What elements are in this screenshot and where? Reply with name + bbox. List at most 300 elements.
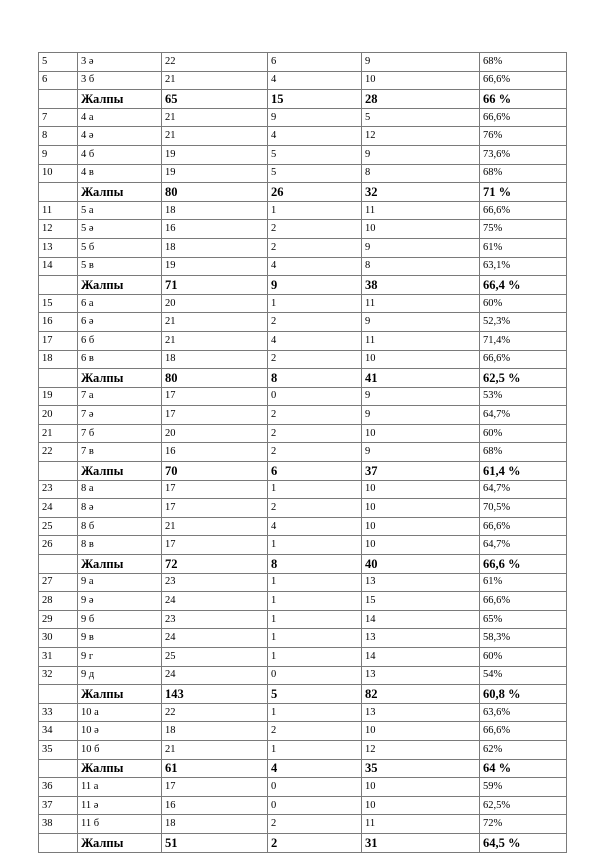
quality-percent-cell: 66,6% xyxy=(480,108,567,127)
good-count-cell: 8 xyxy=(362,164,480,183)
class-name-cell: 4 а xyxy=(78,108,162,127)
good-count-cell: 35 xyxy=(362,759,480,778)
class-name-cell: 4 б xyxy=(78,145,162,164)
class-name-cell: Жалпы xyxy=(78,833,162,852)
student-count-cell: 51 xyxy=(162,833,268,852)
student-count-cell: 17 xyxy=(162,480,268,499)
excellent-count-cell: 1 xyxy=(268,536,362,555)
student-count-cell: 21 xyxy=(162,71,268,90)
quality-percent-cell: 58,3% xyxy=(480,629,567,648)
table-row xyxy=(39,610,567,629)
student-count-cell: 20 xyxy=(162,424,268,443)
row-number-cell: 31 xyxy=(39,648,78,667)
table-row xyxy=(39,573,567,592)
student-count-cell: 61 xyxy=(162,759,268,778)
row-number-cell: 18 xyxy=(39,350,78,369)
excellent-count-cell: 2 xyxy=(268,833,362,852)
row-number-cell xyxy=(39,555,78,574)
row-number-cell: 10 xyxy=(39,164,78,183)
quality-percent-cell: 66,6% xyxy=(480,517,567,536)
good-count-cell: 5 xyxy=(362,108,480,127)
good-count-cell: 37 xyxy=(362,462,480,481)
good-count-cell: 13 xyxy=(362,629,480,648)
row-number-cell: 20 xyxy=(39,406,78,425)
row-number-cell: 7 xyxy=(39,108,78,127)
class-name-cell: Жалпы xyxy=(78,276,162,295)
quality-percent-cell: 70,5% xyxy=(480,499,567,518)
student-count-cell: 21 xyxy=(162,331,268,350)
row-number-cell: 22 xyxy=(39,443,78,462)
row-number-cell: 35 xyxy=(39,740,78,759)
quality-percent-cell: 66,6% xyxy=(480,350,567,369)
good-count-cell: 9 xyxy=(362,145,480,164)
table-row xyxy=(39,127,567,146)
quality-percent-cell: 66,6 % xyxy=(480,555,567,574)
row-number-cell xyxy=(39,183,78,202)
class-name-cell: 4 в xyxy=(78,164,162,183)
excellent-count-cell: 6 xyxy=(268,53,362,72)
student-count-cell: 16 xyxy=(162,443,268,462)
row-number-cell: 6 xyxy=(39,71,78,90)
class-name-cell: Жалпы xyxy=(78,369,162,388)
student-count-cell: 71 xyxy=(162,276,268,295)
good-count-cell: 13 xyxy=(362,666,480,685)
excellent-count-cell: 1 xyxy=(268,480,362,499)
class-name-cell: 3 б xyxy=(78,71,162,90)
table-row xyxy=(39,257,567,276)
table-row xyxy=(39,164,567,183)
class-name-cell: 6 а xyxy=(78,294,162,313)
row-number-cell xyxy=(39,759,78,778)
student-count-cell: 21 xyxy=(162,313,268,332)
quality-percent-cell: 60,8 % xyxy=(480,685,567,704)
table-row xyxy=(39,108,567,127)
class-name-cell: 9 в xyxy=(78,629,162,648)
row-number-cell: 30 xyxy=(39,629,78,648)
good-count-cell: 10 xyxy=(362,424,480,443)
good-count-cell: 10 xyxy=(362,350,480,369)
row-number-cell: 8 xyxy=(39,127,78,146)
class-name-cell: 5 а xyxy=(78,201,162,220)
row-number-cell xyxy=(39,369,78,388)
student-count-cell: 19 xyxy=(162,164,268,183)
student-count-cell: 80 xyxy=(162,369,268,388)
excellent-count-cell: 2 xyxy=(268,815,362,834)
row-number-cell: 24 xyxy=(39,499,78,518)
row-number-cell: 29 xyxy=(39,610,78,629)
excellent-count-cell: 2 xyxy=(268,350,362,369)
row-number-cell: 34 xyxy=(39,722,78,741)
class-name-cell: 10 ә xyxy=(78,722,162,741)
table-row xyxy=(39,71,567,90)
class-name-cell: 4 ә xyxy=(78,127,162,146)
student-count-cell: 17 xyxy=(162,387,268,406)
good-count-cell: 9 xyxy=(362,53,480,72)
table-row xyxy=(39,499,567,518)
student-count-cell: 17 xyxy=(162,499,268,518)
total-row xyxy=(39,276,567,295)
good-count-cell: 12 xyxy=(362,740,480,759)
excellent-count-cell: 2 xyxy=(268,722,362,741)
excellent-count-cell: 9 xyxy=(268,276,362,295)
good-count-cell: 15 xyxy=(362,592,480,611)
quality-percent-cell: 61% xyxy=(480,573,567,592)
good-count-cell: 9 xyxy=(362,443,480,462)
good-count-cell: 10 xyxy=(362,796,480,815)
student-count-cell: 21 xyxy=(162,127,268,146)
student-count-cell: 21 xyxy=(162,740,268,759)
good-count-cell: 9 xyxy=(362,387,480,406)
good-count-cell: 14 xyxy=(362,610,480,629)
row-number-cell: 23 xyxy=(39,480,78,499)
good-count-cell: 10 xyxy=(362,220,480,239)
good-count-cell: 12 xyxy=(362,127,480,146)
quality-percent-cell: 66,6% xyxy=(480,592,567,611)
table-row xyxy=(39,406,567,425)
good-count-cell: 13 xyxy=(362,573,480,592)
class-name-cell: 11 ә xyxy=(78,796,162,815)
row-number-cell: 32 xyxy=(39,666,78,685)
table-row xyxy=(39,387,567,406)
table-row xyxy=(39,796,567,815)
row-number-cell: 12 xyxy=(39,220,78,239)
excellent-count-cell: 0 xyxy=(268,778,362,797)
class-name-cell: 8 в xyxy=(78,536,162,555)
excellent-count-cell: 1 xyxy=(268,629,362,648)
excellent-count-cell: 26 xyxy=(268,183,362,202)
student-count-cell: 19 xyxy=(162,145,268,164)
student-count-cell: 23 xyxy=(162,573,268,592)
good-count-cell: 9 xyxy=(362,238,480,257)
student-count-cell: 80 xyxy=(162,183,268,202)
quality-percent-cell: 64,7% xyxy=(480,480,567,499)
excellent-count-cell: 5 xyxy=(268,685,362,704)
row-number-cell: 5 xyxy=(39,53,78,72)
quality-percent-cell: 68% xyxy=(480,443,567,462)
student-count-cell: 22 xyxy=(162,703,268,722)
good-count-cell: 8 xyxy=(362,257,480,276)
student-count-cell: 18 xyxy=(162,815,268,834)
class-name-cell: 9 б xyxy=(78,610,162,629)
good-count-cell: 40 xyxy=(362,555,480,574)
row-number-cell: 25 xyxy=(39,517,78,536)
results-table-body xyxy=(39,53,567,853)
student-count-cell: 65 xyxy=(162,90,268,109)
quality-percent-cell: 62,5% xyxy=(480,796,567,815)
table-row xyxy=(39,480,567,499)
good-count-cell: 10 xyxy=(362,778,480,797)
student-count-cell: 16 xyxy=(162,796,268,815)
quality-percent-cell: 60% xyxy=(480,294,567,313)
class-name-cell: 6 ә xyxy=(78,313,162,332)
excellent-count-cell: 4 xyxy=(268,331,362,350)
row-number-cell: 27 xyxy=(39,573,78,592)
student-count-cell: 16 xyxy=(162,220,268,239)
student-count-cell: 18 xyxy=(162,238,268,257)
student-count-cell: 20 xyxy=(162,294,268,313)
table-row xyxy=(39,350,567,369)
excellent-count-cell: 2 xyxy=(268,238,362,257)
good-count-cell: 11 xyxy=(362,331,480,350)
table-row xyxy=(39,666,567,685)
class-name-cell: 7 в xyxy=(78,443,162,462)
table-row xyxy=(39,145,567,164)
quality-percent-cell: 54% xyxy=(480,666,567,685)
table-row xyxy=(39,294,567,313)
row-number-cell: 19 xyxy=(39,387,78,406)
student-count-cell: 24 xyxy=(162,666,268,685)
table-row xyxy=(39,331,567,350)
class-name-cell: 10 а xyxy=(78,703,162,722)
good-count-cell: 38 xyxy=(362,276,480,295)
table-row xyxy=(39,443,567,462)
good-count-cell: 9 xyxy=(362,313,480,332)
excellent-count-cell: 2 xyxy=(268,424,362,443)
excellent-count-cell: 8 xyxy=(268,369,362,388)
class-name-cell: 9 г xyxy=(78,648,162,667)
quality-percent-cell: 60% xyxy=(480,648,567,667)
student-count-cell: 17 xyxy=(162,406,268,425)
table-row xyxy=(39,517,567,536)
class-name-cell: 5 ә xyxy=(78,220,162,239)
student-count-cell: 18 xyxy=(162,201,268,220)
table-row xyxy=(39,220,567,239)
quality-percent-cell: 61,4 % xyxy=(480,462,567,481)
quality-percent-cell: 62% xyxy=(480,740,567,759)
excellent-count-cell: 4 xyxy=(268,127,362,146)
student-count-cell: 21 xyxy=(162,108,268,127)
quality-percent-cell: 60% xyxy=(480,424,567,443)
excellent-count-cell: 5 xyxy=(268,164,362,183)
table-row xyxy=(39,740,567,759)
class-name-cell: 7 б xyxy=(78,424,162,443)
quality-percent-cell: 66 % xyxy=(480,90,567,109)
good-count-cell: 32 xyxy=(362,183,480,202)
excellent-count-cell: 4 xyxy=(268,759,362,778)
good-count-cell: 9 xyxy=(362,406,480,425)
quality-percent-cell: 52,3% xyxy=(480,313,567,332)
quality-percent-cell: 64,7% xyxy=(480,536,567,555)
excellent-count-cell: 0 xyxy=(268,387,362,406)
quality-percent-cell: 61% xyxy=(480,238,567,257)
excellent-count-cell: 1 xyxy=(268,592,362,611)
row-number-cell: 28 xyxy=(39,592,78,611)
table-row xyxy=(39,313,567,332)
good-count-cell: 13 xyxy=(362,703,480,722)
class-name-cell: Жалпы xyxy=(78,183,162,202)
class-name-cell: 6 в xyxy=(78,350,162,369)
quality-percent-cell: 76% xyxy=(480,127,567,146)
quality-percent-cell: 65% xyxy=(480,610,567,629)
student-count-cell: 24 xyxy=(162,592,268,611)
student-count-cell: 17 xyxy=(162,536,268,555)
class-name-cell: 9 а xyxy=(78,573,162,592)
total-row xyxy=(39,183,567,202)
good-count-cell: 10 xyxy=(362,499,480,518)
class-name-cell: Жалпы xyxy=(78,90,162,109)
excellent-count-cell: 1 xyxy=(268,573,362,592)
student-count-cell: 25 xyxy=(162,648,268,667)
quality-percent-cell: 68% xyxy=(480,164,567,183)
row-number-cell: 36 xyxy=(39,778,78,797)
excellent-count-cell: 2 xyxy=(268,313,362,332)
student-count-cell: 72 xyxy=(162,555,268,574)
good-count-cell: 10 xyxy=(362,517,480,536)
row-number-cell: 37 xyxy=(39,796,78,815)
document-page xyxy=(38,52,566,853)
row-number-cell: 33 xyxy=(39,703,78,722)
results-table xyxy=(38,52,567,853)
class-name-cell: Жалпы xyxy=(78,462,162,481)
table-row xyxy=(39,815,567,834)
excellent-count-cell: 5 xyxy=(268,145,362,164)
row-number-cell: 14 xyxy=(39,257,78,276)
class-name-cell: 10 б xyxy=(78,740,162,759)
good-count-cell: 10 xyxy=(362,722,480,741)
row-number-cell: 13 xyxy=(39,238,78,257)
good-count-cell: 10 xyxy=(362,480,480,499)
class-name-cell: Жалпы xyxy=(78,759,162,778)
class-name-cell: 9 ә xyxy=(78,592,162,611)
table-row xyxy=(39,238,567,257)
row-number-cell: 17 xyxy=(39,331,78,350)
total-row xyxy=(39,555,567,574)
quality-percent-cell: 72% xyxy=(480,815,567,834)
class-name-cell: 7 а xyxy=(78,387,162,406)
good-count-cell: 10 xyxy=(362,71,480,90)
total-row xyxy=(39,462,567,481)
quality-percent-cell: 59% xyxy=(480,778,567,797)
good-count-cell: 14 xyxy=(362,648,480,667)
quality-percent-cell: 66,6% xyxy=(480,201,567,220)
total-row xyxy=(39,685,567,704)
row-number-cell: 21 xyxy=(39,424,78,443)
excellent-count-cell: 0 xyxy=(268,666,362,685)
class-name-cell: 11 а xyxy=(78,778,162,797)
good-count-cell: 31 xyxy=(362,833,480,852)
excellent-count-cell: 1 xyxy=(268,201,362,220)
quality-percent-cell: 71 % xyxy=(480,183,567,202)
excellent-count-cell: 2 xyxy=(268,443,362,462)
good-count-cell: 28 xyxy=(362,90,480,109)
quality-percent-cell: 64,5 % xyxy=(480,833,567,852)
table-row xyxy=(39,703,567,722)
row-number-cell xyxy=(39,685,78,704)
row-number-cell xyxy=(39,462,78,481)
excellent-count-cell: 2 xyxy=(268,220,362,239)
excellent-count-cell: 1 xyxy=(268,610,362,629)
class-name-cell: 8 б xyxy=(78,517,162,536)
row-number-cell: 15 xyxy=(39,294,78,313)
class-name-cell: 9 д xyxy=(78,666,162,685)
excellent-count-cell: 1 xyxy=(268,740,362,759)
student-count-cell: 143 xyxy=(162,685,268,704)
good-count-cell: 82 xyxy=(362,685,480,704)
quality-percent-cell: 53% xyxy=(480,387,567,406)
quality-percent-cell: 73,6% xyxy=(480,145,567,164)
quality-percent-cell: 71,4% xyxy=(480,331,567,350)
student-count-cell: 18 xyxy=(162,350,268,369)
table-row xyxy=(39,648,567,667)
class-name-cell: 11 б xyxy=(78,815,162,834)
quality-percent-cell: 68% xyxy=(480,53,567,72)
total-row xyxy=(39,369,567,388)
row-number-cell: 16 xyxy=(39,313,78,332)
excellent-count-cell: 6 xyxy=(268,462,362,481)
good-count-cell: 11 xyxy=(362,201,480,220)
excellent-count-cell: 1 xyxy=(268,294,362,313)
class-name-cell: 7 ә xyxy=(78,406,162,425)
table-row xyxy=(39,592,567,611)
total-row xyxy=(39,833,567,852)
class-name-cell: Жалпы xyxy=(78,555,162,574)
excellent-count-cell: 4 xyxy=(268,71,362,90)
table-row xyxy=(39,722,567,741)
excellent-count-cell: 0 xyxy=(268,796,362,815)
table-row xyxy=(39,536,567,555)
good-count-cell: 11 xyxy=(362,294,480,313)
quality-percent-cell: 64,7% xyxy=(480,406,567,425)
row-number-cell: 26 xyxy=(39,536,78,555)
row-number-cell: 9 xyxy=(39,145,78,164)
excellent-count-cell: 9 xyxy=(268,108,362,127)
excellent-count-cell: 1 xyxy=(268,648,362,667)
excellent-count-cell: 15 xyxy=(268,90,362,109)
good-count-cell: 41 xyxy=(362,369,480,388)
quality-percent-cell: 66,4 % xyxy=(480,276,567,295)
student-count-cell: 21 xyxy=(162,517,268,536)
class-name-cell: 8 ә xyxy=(78,499,162,518)
table-row xyxy=(39,424,567,443)
quality-percent-cell: 62,5 % xyxy=(480,369,567,388)
excellent-count-cell: 4 xyxy=(268,257,362,276)
row-number-cell xyxy=(39,90,78,109)
quality-percent-cell: 63,1% xyxy=(480,257,567,276)
student-count-cell: 23 xyxy=(162,610,268,629)
excellent-count-cell: 1 xyxy=(268,703,362,722)
row-number-cell: 38 xyxy=(39,815,78,834)
class-name-cell: 8 а xyxy=(78,480,162,499)
good-count-cell: 11 xyxy=(362,815,480,834)
total-row xyxy=(39,759,567,778)
excellent-count-cell: 2 xyxy=(268,499,362,518)
table-row xyxy=(39,778,567,797)
class-name-cell: 3 ә xyxy=(78,53,162,72)
total-row xyxy=(39,90,567,109)
student-count-cell: 17 xyxy=(162,778,268,797)
quality-percent-cell: 75% xyxy=(480,220,567,239)
class-name-cell: 6 б xyxy=(78,331,162,350)
student-count-cell: 22 xyxy=(162,53,268,72)
student-count-cell: 18 xyxy=(162,722,268,741)
student-count-cell: 24 xyxy=(162,629,268,648)
student-count-cell: 70 xyxy=(162,462,268,481)
row-number-cell xyxy=(39,276,78,295)
class-name-cell: Жалпы xyxy=(78,685,162,704)
excellent-count-cell: 8 xyxy=(268,555,362,574)
class-name-cell: 5 в xyxy=(78,257,162,276)
excellent-count-cell: 4 xyxy=(268,517,362,536)
quality-percent-cell: 64 % xyxy=(480,759,567,778)
table-row xyxy=(39,53,567,72)
good-count-cell: 10 xyxy=(362,536,480,555)
class-name-cell: 5 б xyxy=(78,238,162,257)
quality-percent-cell: 66,6% xyxy=(480,722,567,741)
quality-percent-cell: 63,6% xyxy=(480,703,567,722)
table-row xyxy=(39,629,567,648)
table-row xyxy=(39,201,567,220)
row-number-cell: 11 xyxy=(39,201,78,220)
